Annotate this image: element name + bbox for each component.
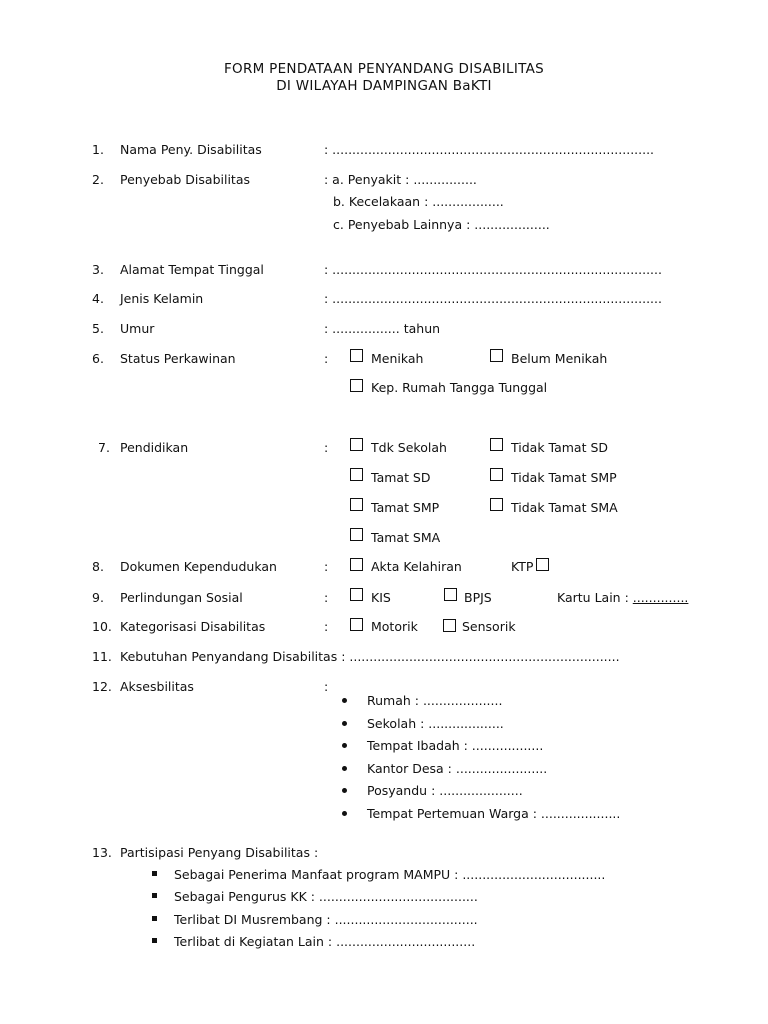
field-label-nama: Nama Peny. Disabilitas	[120, 142, 262, 157]
field-colon: :	[324, 559, 329, 574]
item-number: 9.	[92, 590, 104, 605]
option-label-tamat-sd: Tamat SD	[371, 470, 431, 485]
option-label-tidak-tamat-sd: Tidak Tamat SD	[511, 440, 609, 455]
field-colon: :	[324, 351, 329, 366]
field-colon: :	[324, 590, 329, 605]
field-colon: :	[324, 619, 329, 634]
checkbox-tamat-sd[interactable]	[350, 468, 363, 481]
field-colon: :	[324, 679, 329, 694]
option-label-tdk-sekolah: Tdk Sekolah	[371, 440, 447, 455]
bullet-square	[152, 893, 157, 898]
option-label-belum-menikah: Belum Menikah	[511, 351, 608, 366]
bullet-dot	[342, 721, 347, 726]
item-number: 3.	[92, 262, 104, 277]
option-label-ktp: KTP	[511, 559, 534, 574]
bullet-dot	[342, 788, 347, 793]
partisipasi-penerima-manfaat[interactable]: Sebagai Penerima Manfaat program MAMPU : ....................................	[174, 867, 606, 882]
item-number: 5.	[92, 321, 104, 336]
bullet-dot	[342, 698, 347, 703]
checkbox-tidak-tamat-sma[interactable]	[490, 498, 503, 511]
item-number: 12.	[92, 679, 112, 694]
checkbox-tidak-tamat-sd[interactable]	[490, 438, 503, 451]
partisipasi-pengurus-kk[interactable]: Sebagai Pengurus KK : ........................................	[174, 889, 478, 904]
checkbox-akta-kelahiran[interactable]	[350, 558, 363, 571]
option-label-tidak-tamat-sma: Tidak Tamat SMA	[511, 500, 618, 515]
form-title-line-1: FORM PENDATAAN PENYANDANG DISABILITAS	[223, 61, 545, 77]
aksesbilitas-posyandu[interactable]: Posyandu : .....................	[367, 783, 523, 798]
checkbox-ktp[interactable]	[536, 558, 549, 571]
field-kebutuhan[interactable]: Kebutuhan Penyandang Disabilitas : ....................................................................	[120, 649, 620, 664]
field-colon: :	[324, 440, 329, 455]
field-value-alamat[interactable]: : ...................................................................................	[324, 262, 662, 277]
field-value-jenis-kelamin[interactable]: : ...................................................................................	[324, 291, 662, 306]
checkbox-tamat-sma[interactable]	[350, 528, 363, 541]
partisipasi-musrembang[interactable]: Terlibat DI Musrembang : ....................................	[174, 912, 478, 927]
bullet-square	[152, 916, 157, 921]
checkbox-motorik[interactable]	[350, 618, 363, 631]
item-number: 10.	[92, 619, 112, 634]
bullet-square	[152, 871, 157, 876]
item-number: 4.	[92, 291, 104, 306]
checkbox-menikah[interactable]	[350, 349, 363, 362]
checkbox-belum-menikah[interactable]	[490, 349, 503, 362]
field-value-penyakit[interactable]: : a. Penyakit : ................	[324, 172, 477, 187]
aksesbilitas-kantor-desa[interactable]: Kantor Desa : .......................	[367, 761, 548, 776]
bullet-dot	[342, 811, 347, 816]
field-label-aksesbilitas: Aksesbilitas	[120, 679, 194, 694]
field-label-perlindungan-sosial: Perlindungan Sosial	[120, 590, 243, 605]
field-label-dokumen: Dokumen Kependudukan	[120, 559, 277, 574]
field-label-penyebab: Penyebab Disabilitas	[120, 172, 250, 187]
option-label-sensorik: Sensorik	[462, 619, 516, 634]
item-number: 8.	[92, 559, 104, 574]
item-number: 13.	[92, 845, 112, 860]
field-label-umur: Umur	[120, 321, 155, 336]
option-label-motorik: Motorik	[371, 619, 418, 634]
item-number: 1.	[92, 142, 104, 157]
checkbox-tamat-smp[interactable]	[350, 498, 363, 511]
checkbox-bpjs[interactable]	[444, 588, 457, 601]
aksesbilitas-sekolah[interactable]: Sekolah : ...................	[367, 716, 504, 731]
kartu-lain-label: Kartu Lain :	[557, 590, 633, 605]
field-value-penyebab-lainnya[interactable]: c. Penyebab Lainnya : ...................	[333, 217, 550, 232]
aksesbilitas-tempat-pertemuan-warga[interactable]: Tempat Pertemuan Warga : ....................	[367, 806, 621, 821]
option-label-tidak-tamat-smp: Tidak Tamat SMP	[511, 470, 617, 485]
partisipasi-kegiatan-lain[interactable]: Terlibat di Kegiatan Lain : ...................................	[174, 934, 476, 949]
item-number: 7.	[98, 440, 110, 455]
bullet-dot	[342, 743, 347, 748]
aksesbilitas-rumah[interactable]: Rumah : ....................	[367, 693, 503, 708]
field-label-status-perkawinan: Status Perkawinan	[120, 351, 236, 366]
option-label-menikah: Menikah	[371, 351, 424, 366]
checkbox-kep-rumah-tangga[interactable]	[350, 379, 363, 392]
checkbox-kis[interactable]	[350, 588, 363, 601]
field-label-pendidikan: Pendidikan	[120, 440, 189, 455]
item-number: 2.	[92, 172, 104, 187]
option-label-tamat-smp: Tamat SMP	[371, 500, 440, 515]
form-title-line-2: DI WILAYAH DAMPINGAN BaKTI	[276, 78, 492, 94]
option-label-kis: KIS	[371, 590, 391, 605]
field-label-jenis-kelamin: Jenis Kelamin	[120, 291, 204, 306]
option-label-bpjs: BPJS	[464, 590, 492, 605]
field-label-kategorisasi: Kategorisasi Disabilitas	[120, 619, 266, 634]
checkbox-tidak-tamat-smp[interactable]	[490, 468, 503, 481]
item-number: 6.	[92, 351, 104, 366]
option-label-tamat-sma: Tamat SMA	[371, 530, 441, 545]
field-value-nama[interactable]: : .................................................................................	[324, 142, 655, 157]
field-value-kecelakaan[interactable]: b. Kecelakaan : ..................	[333, 194, 504, 209]
option-label-kep-rumah-tangga: Kep. Rumah Tangga Tunggal	[371, 380, 548, 395]
item-number: 11.	[92, 649, 112, 664]
field-value-umur[interactable]: : ................. tahun	[324, 321, 441, 336]
bullet-square	[152, 938, 157, 943]
bullet-dot	[342, 766, 347, 771]
kartu-lain-field[interactable]	[557, 590, 688, 605]
kartu-lain-value[interactable]: ..............	[632, 590, 689, 605]
checkbox-sensorik[interactable]	[443, 619, 456, 632]
option-label-akta-kelahiran: Akta Kelahiran	[371, 559, 462, 574]
aksesbilitas-tempat-ibadah[interactable]: Tempat Ibadah : ..................	[367, 738, 544, 753]
field-label-alamat: Alamat Tempat Tinggal	[120, 262, 264, 277]
field-label-partisipasi: Partisipasi Penyang Disabilitas :	[120, 845, 319, 860]
checkbox-tdk-sekolah[interactable]	[350, 438, 363, 451]
